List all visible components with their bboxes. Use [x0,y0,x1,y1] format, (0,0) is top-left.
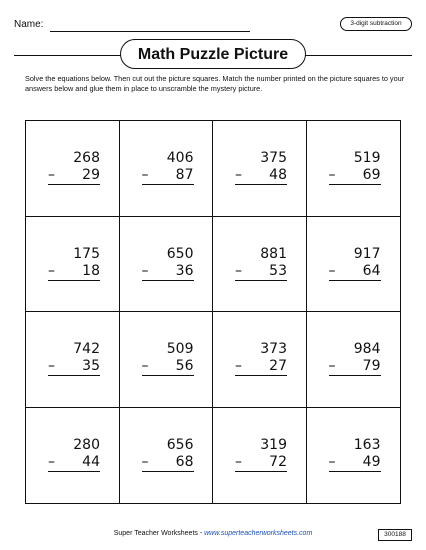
subtrahend: 69 [362,167,381,183]
minuend: 881 [260,245,287,262]
problem-cell [307,312,401,408]
minus-sign: – [328,453,336,470]
minus-sign: – [141,453,149,470]
subtrahend: 35 [82,358,100,374]
minuend: 175 [73,245,100,262]
minuend: 268 [73,150,100,166]
problem-cell [26,121,120,217]
problem-cell [26,312,120,408]
problem-cell [120,121,214,217]
minus-sign: – [235,262,242,279]
subtrahend: 36 [175,262,194,279]
subtrahend: 64 [362,262,381,279]
minus-sign: – [141,358,149,374]
minus-sign: – [328,262,336,279]
minuend: 742 [73,341,100,357]
subtrahend: 53 [269,262,287,279]
minus-sign: – [141,262,149,279]
minus-sign: – [141,167,149,183]
problem-cell [120,408,214,504]
subtrahend: 49 [362,453,381,470]
minus-sign: – [235,453,242,470]
minus-sign: – [48,262,55,279]
subtrahend: 18 [82,262,100,279]
minus-sign: – [48,167,55,183]
page-title: Math Puzzle Picture [120,39,306,69]
minuend: 917 [353,245,381,262]
problem-cell [307,217,401,313]
minuend: 509 [166,341,194,357]
topic-tag: 3-digit subtraction [340,17,412,31]
footer-brand: Super Teacher Worksheets - [113,530,205,537]
footer-url[interactable]: www.superteacherworksheets.com [204,530,313,537]
subtrahend: 48 [269,167,287,183]
minus-sign: – [235,167,242,183]
minuend: 656 [166,436,194,453]
minuend: 319 [260,436,287,453]
problem-cell [213,312,307,408]
worksheet-code: 300188 [378,529,412,541]
problem-cell [307,408,401,504]
name-line[interactable] [50,31,250,32]
instructions: Solve the equations below. Then cut out the picture squares. Match the number printed on the picture squares to your answers below and glue them in place to unscramble the mystery picture. [25,74,405,93]
subtrahend: 68 [175,453,194,470]
minuend: 280 [73,436,100,453]
minuend: 373 [260,341,287,357]
minuend: 519 [353,150,381,166]
minuend: 163 [353,436,381,453]
problem-cell [307,121,401,217]
minuend: 650 [166,245,194,262]
problem-cell [26,217,120,313]
minuend: 984 [353,341,381,357]
subtrahend: 56 [175,358,194,374]
minus-sign: – [328,167,336,183]
subtrahend: 29 [82,167,100,183]
problem-cell [213,121,307,217]
minus-sign: – [48,358,55,374]
subtrahend: 87 [175,167,194,183]
minuend: 406 [166,150,194,166]
name-label: Name: [14,19,44,30]
minus-sign: – [48,453,55,470]
subtrahend: 27 [269,358,287,374]
problem-cell [213,408,307,504]
minus-sign: – [328,358,336,374]
footer [0,530,426,537]
subtrahend: 72 [269,453,287,470]
minuend: 375 [260,150,287,166]
minus-sign: – [235,358,242,374]
subtrahend: 44 [82,453,100,470]
subtrahend: 79 [362,358,381,374]
problem-grid [25,120,401,504]
problem-cell [26,408,120,504]
problem-cell [120,217,214,313]
problem-cell [213,217,307,313]
problem-cell [120,312,214,408]
